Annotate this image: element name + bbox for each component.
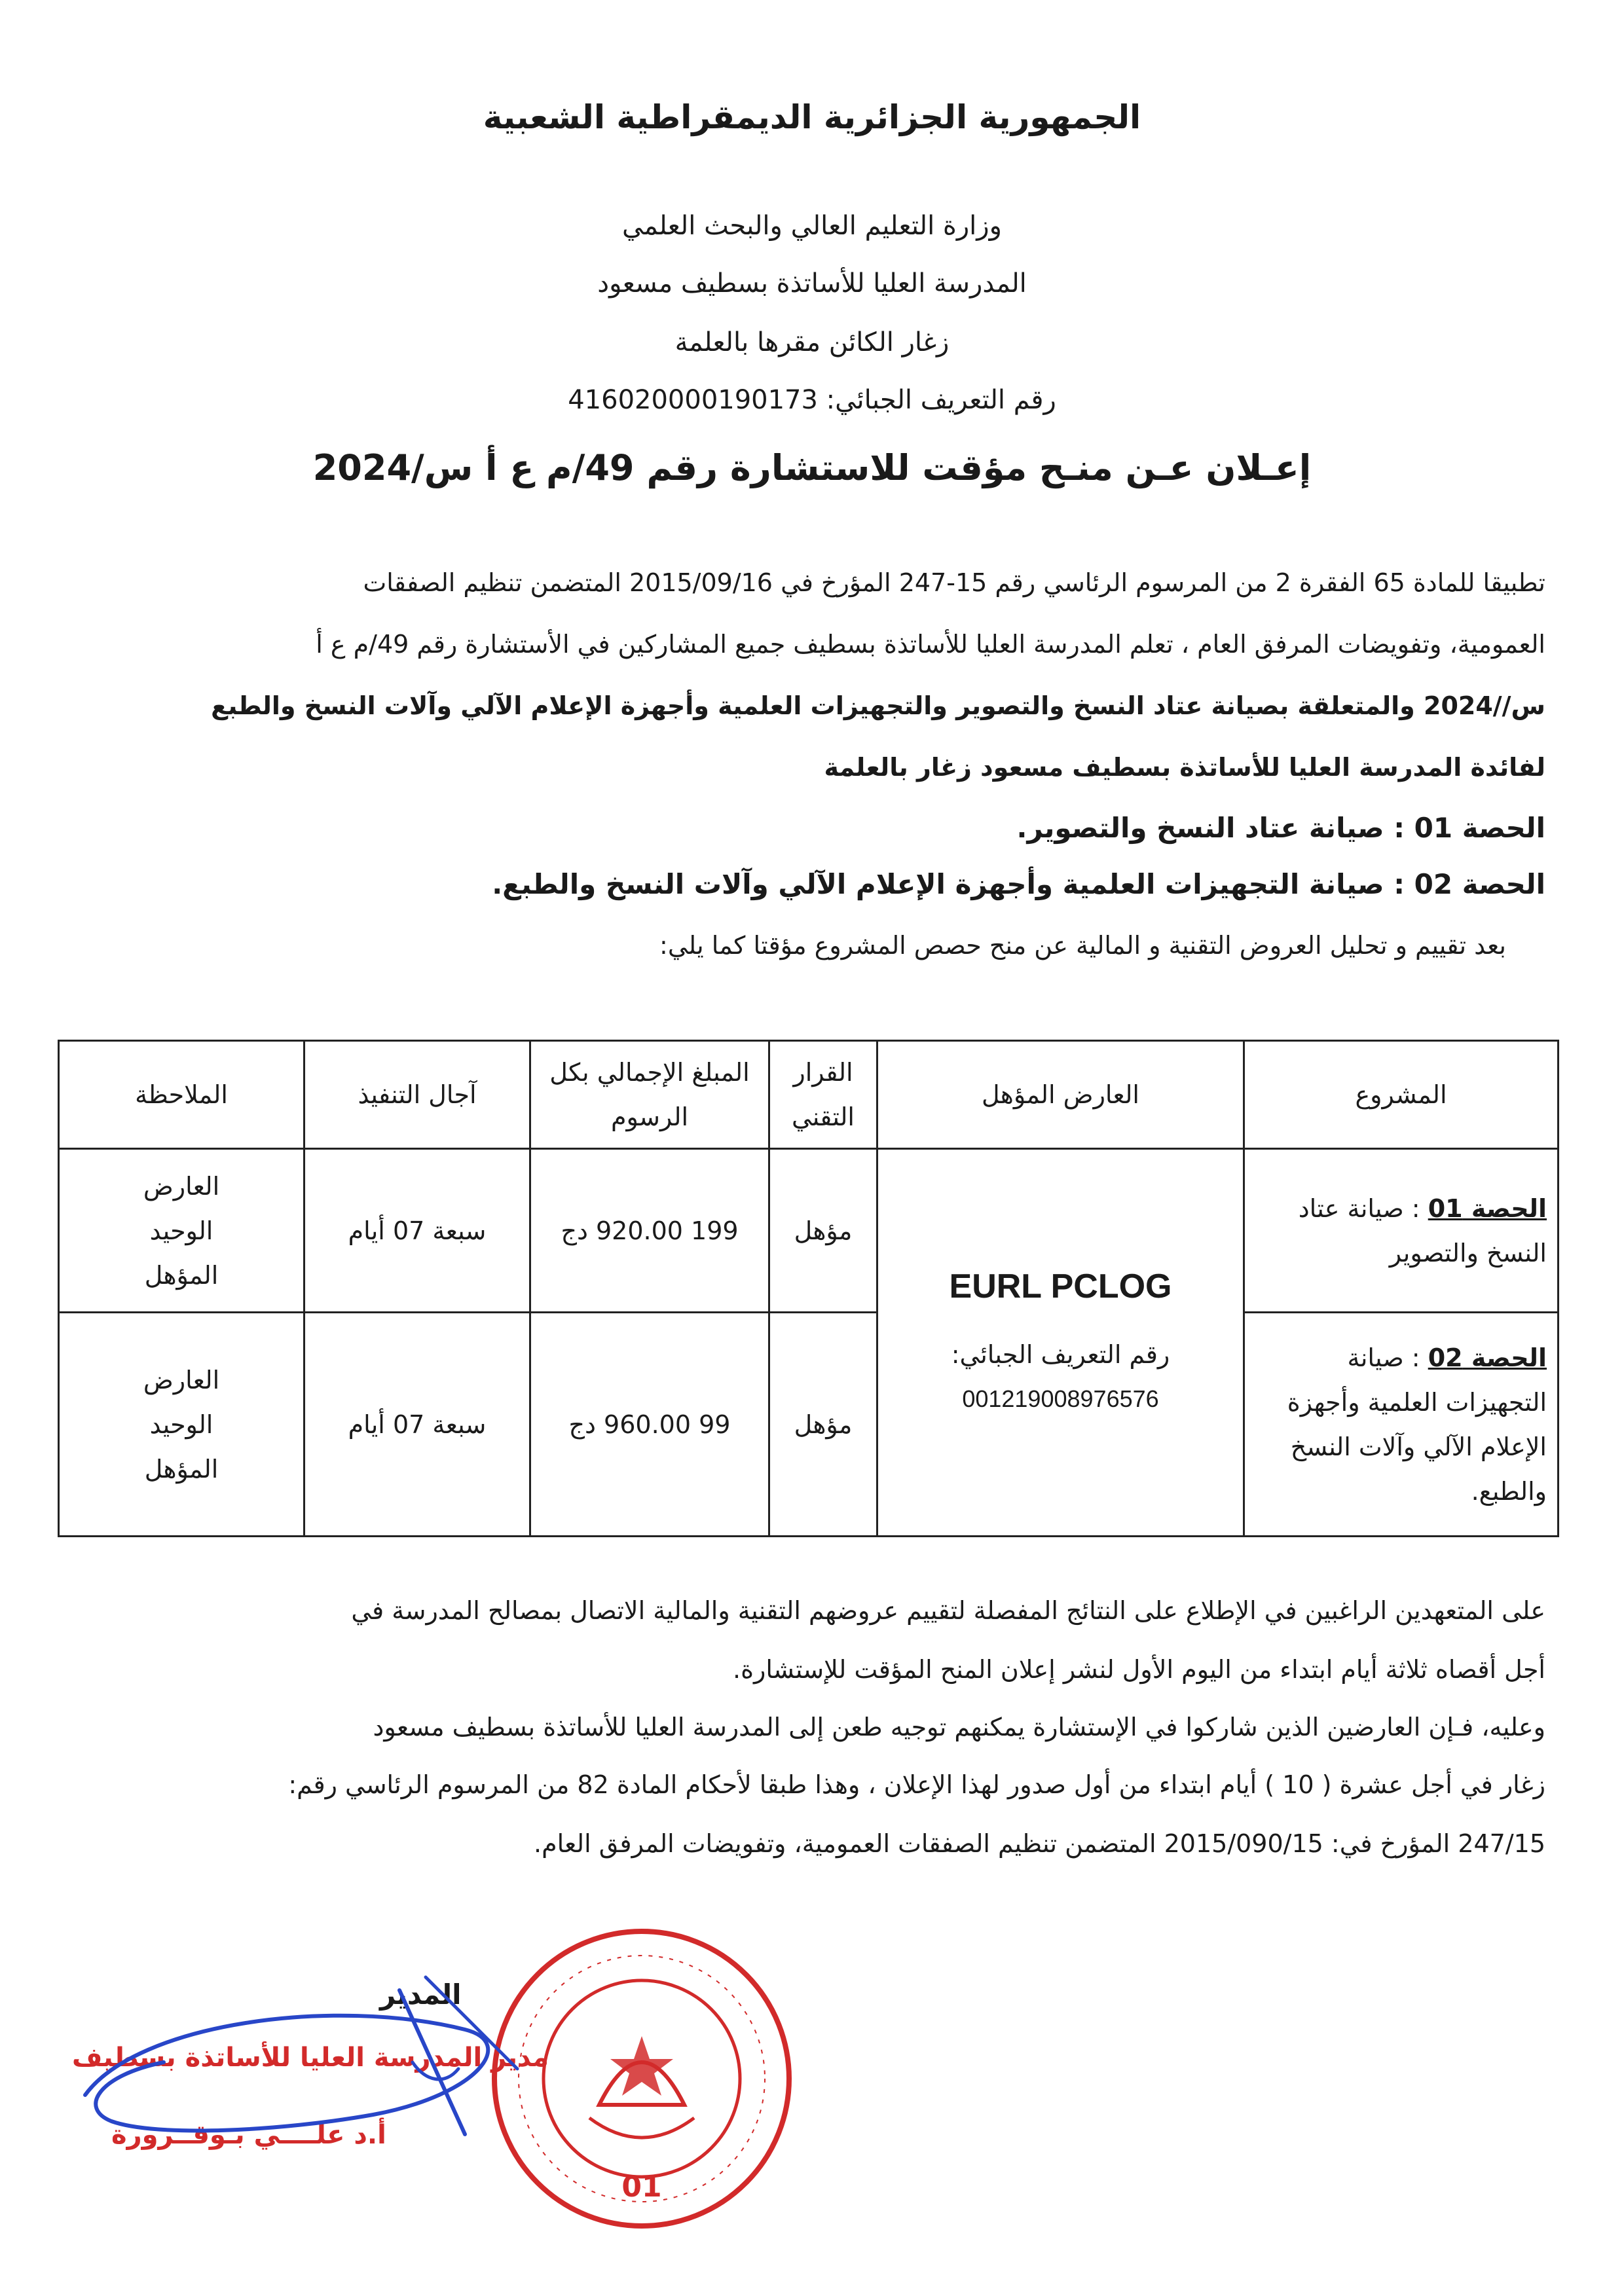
director-stamp-name: أ.د علــــي بـوقــرورة xyxy=(111,2120,386,2150)
announcement-title: إعـلان عـن منـح مؤقت للاستشارة رقم 49/م ع أ س/2024 xyxy=(312,447,1312,488)
row2-decision: مؤهل xyxy=(769,1313,877,1537)
bidder-id-label: رقم التعريف الجبائي: xyxy=(951,1339,1170,1369)
row1-decision: مؤهل xyxy=(769,1149,877,1313)
row2-amount-value: 99 960.00 دج xyxy=(568,1410,731,1439)
row1-deadline: سبعة 07 أيام xyxy=(304,1149,530,1313)
row1-project xyxy=(1244,1149,1559,1313)
svg-text:01: 01 xyxy=(621,2170,662,2204)
tax-id-line: رقم التعريف الجبائي: 416020000190173 xyxy=(568,385,1056,415)
closing-line-5: 247/15 المؤرخ في: 2015/090/15 المتضمن تنظيم الصفقات العمومية، وتفويضات المرفق العام. xyxy=(534,1829,1545,1858)
closing-line-3: وعليه، فـإن العارضين الذين شاركوا في الإستشارة يمكنهم توجيه طعن إلى المدرسة العليا للأساتذة بسطيف مسعود xyxy=(373,1713,1545,1741)
school-name: المدرسة العليا للأساتذة بسطيف مسعود xyxy=(597,268,1027,299)
lot-2-heading: الحصة 02 : صيانة التجهيزات العلمية وأجهزة الإعلام الآلي وآلات النسخ والطبع. xyxy=(492,868,1545,900)
row2-note-line2: الوحيد xyxy=(149,1410,213,1439)
closing-line-2: أجل أقصاه ثلاثة أيام ابتداء من اليوم الأول لنشر إعلان المنح المؤقت للإستشارة. xyxy=(733,1655,1545,1684)
header-amount-line2: الرسوم xyxy=(610,1102,689,1131)
row2-note xyxy=(59,1313,304,1537)
row2-note-line1: العارض xyxy=(143,1365,220,1394)
header-note: الملاحظة xyxy=(59,1041,304,1149)
director-stamp-school: مدير المدرسة العليا للأساتذة بسطيف xyxy=(72,2043,549,2073)
row1-lot-desc1: : صيانة عتاد xyxy=(1298,1194,1420,1223)
intro-line-2: العمومية، وتفويضات المرفق العام ، تعلم المدرسة العليا للأساتذة بسطيف جميع المشاركين في الأستشارة رقم 49/م ع أ xyxy=(316,630,1545,659)
row2-lot-desc3: الإعلام الآلي وآلات النسخ xyxy=(1290,1432,1547,1461)
handwritten-signature-icon xyxy=(59,1971,530,2167)
table-header-row xyxy=(59,1041,1559,1149)
row1-note xyxy=(59,1149,304,1313)
row1-lot-desc2: النسخ والتصوير xyxy=(1389,1238,1547,1267)
header-amount xyxy=(530,1041,769,1149)
header-decision-line2: التقني xyxy=(792,1102,855,1131)
row2-amount xyxy=(530,1313,769,1537)
row1-amount-value: 199 920.00 دج xyxy=(561,1216,739,1245)
republic-title: الجمهورية الجزائرية الديمقراطية الشعبية xyxy=(483,98,1141,136)
signature-title: المدير xyxy=(380,1978,462,2011)
header-decision-line1: القرار xyxy=(793,1058,853,1087)
header-bidder: العارض المؤهل xyxy=(877,1041,1244,1149)
row2-lot-desc4: والطبع. xyxy=(1471,1476,1547,1506)
lot-1-heading: الحصة 01 : صيانة عتاد النسخ والتصوير. xyxy=(1016,812,1545,844)
closing-line-4: زغار في أجل عشرة ( 10 ) أيام ابتداء من أول صدور لهذا الإعلان ، وهذا طبقا لأحكام المادة 82 من المرسوم الرئاسي رقم: xyxy=(288,1770,1545,1799)
row1-note-line1: العارض xyxy=(143,1171,220,1201)
header-decision xyxy=(769,1041,877,1149)
bidder-id-value: 001219008976576 xyxy=(962,1385,1159,1412)
table-row xyxy=(59,1149,1559,1313)
row1-amount xyxy=(530,1149,769,1313)
school-location: زغار الكائن مقرها بالعلمة xyxy=(674,327,950,357)
row1-note-line3: المؤهل xyxy=(144,1260,219,1290)
evaluation-line: بعد تقييم و تحليل العروض التقنية و المالية عن منح حصص المشروع مؤقتا كما يلي: xyxy=(659,931,1506,960)
row2-lot-label: الحصة 02 xyxy=(1428,1343,1547,1372)
row2-note-line3: المؤهل xyxy=(144,1454,219,1484)
table-row xyxy=(59,1313,1559,1537)
header-amount-line1: المبلغ الإجمالي بكل xyxy=(549,1058,750,1087)
bidder-cell xyxy=(877,1149,1244,1537)
row2-project xyxy=(1244,1313,1559,1537)
row2-lot-desc1: : صيانة xyxy=(1347,1343,1420,1372)
intro-line-4: لفائدة المدرسة العليا للأساتذة بسطيف مسعود زغار بالعلمة xyxy=(824,753,1545,782)
intro-line-3: س//2024 والمتعلقة بصيانة عتاد النسخ والتصوير والتجهيزات العلمية وأجهزة الإعلام الآلي وآلات النسخ والطبع xyxy=(211,691,1545,720)
bidder-name: EURL PCLOG xyxy=(949,1267,1172,1305)
row2-deadline: سبعة 07 أيام xyxy=(304,1313,530,1537)
official-seal-icon xyxy=(485,1922,799,2236)
intro-line-1: تطبيقا للمادة 65 الفقرة 2 من المرسوم الرئاسي رقم 15-247 المؤرخ في 2015/09/16 المتضمن تنظيم الصفقات xyxy=(363,568,1545,597)
row2-lot-desc2: التجهيزات العلمية وأجهزة xyxy=(1287,1387,1547,1417)
header-project: المشروع xyxy=(1244,1041,1559,1149)
ministry-name: وزارة التعليم العالي والبحث العلمي xyxy=(622,211,1002,241)
results-table xyxy=(58,1040,1559,1537)
closing-line-1: على المتعهدين الراغبين في الإطلاع على النتائج المفصلة لتقييم عروضهم التقنية والمالية الاتصال بمصالح المدرسة في xyxy=(351,1596,1545,1625)
header-deadline: آجال التنفيذ xyxy=(304,1041,530,1149)
row1-note-line2: الوحيد xyxy=(149,1216,213,1245)
row1-lot-label: الحصة 01 xyxy=(1428,1194,1547,1223)
